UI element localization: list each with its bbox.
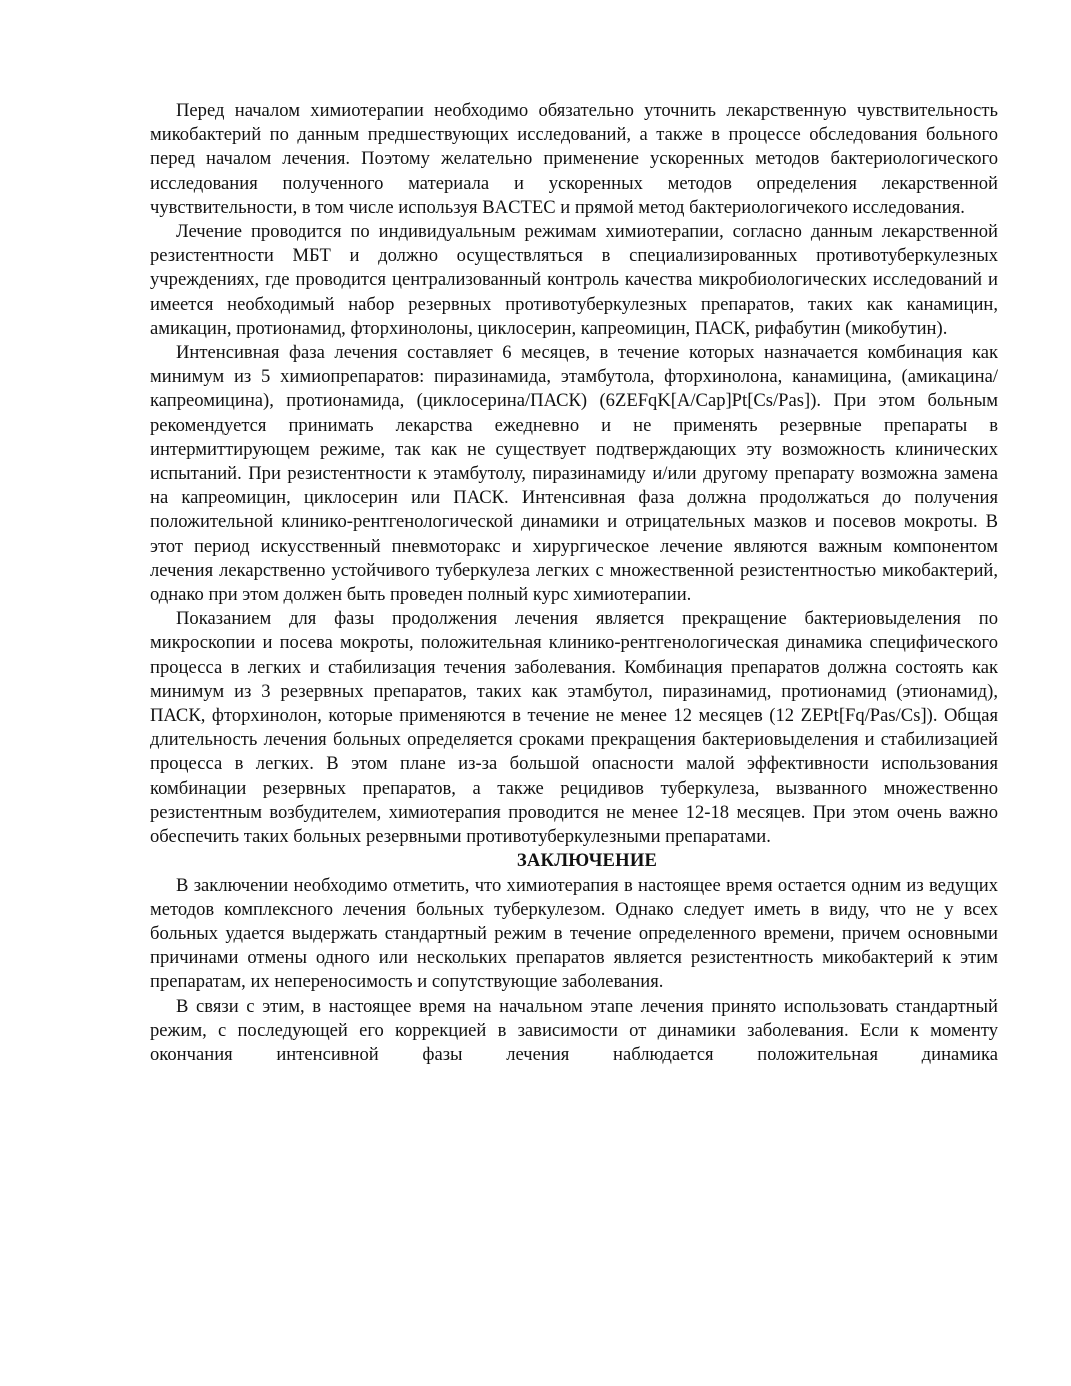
- paragraph: Интенсивная фаза лечения составляет 6 месяцев, в течение которых назначается комбинация как минимум из 5 химиопрепаратов: пиразинамида, этамбутола, фторхинолона, канамицина, (амикацина/капреомицина), протионамида, (циклосерина/ПАСК) (6ZEFqK[A/Cap]Pt[Cs/Pas]). При этом больным рекомендуется принимать лекарства ежедневно и не применять резервные препараты в интермиттирующем режиме, так как не существует подтверждающих эту возможность клинических испытаний. При резистентности к этамбутолу, пиразинамиду и/или другому препарату возможна замена на капреомицин, циклосерин или ПАСК. Интенсивная фаза должна продолжаться до получения положительной клинико-рентгенологической динамики и отрицательных мазков и посевов мокроты. В этот период искусственный пневмоторакс и хирургическое лечение являются важным компонентом лечения лекарственно устойчивого туберкулеза легких с множественной резистентностью микобактерий, однако при этом должен быть проведен полный курс химиотерапии.: [150, 342, 998, 606]
- paragraph: В заключении необходимо отметить, что химиотерапия в настоящее время остается одним из ведущих методов комплексного лечения больных туберкулезом. Однако следует иметь в виду, что не у всех больных удается выдержать стандартный режим в течение определенного времени, причем основными причинами отмены одного или нескольких препаратов является резистентность микобактерий к этим препаратам, их непереносимость и сопутствующие заболевания.: [150, 874, 998, 993]
- paragraph: Показанием для фазы продолжения лечения является прекращение бактериовыделения по микроскопии и посева мокроты, положительная клинико-рентгенологическая динамика специфического процесса в легких и стабилизация течения заболевания. Комбинация препаратов должна состоять как минимум из 3 резервных препаратов, таких как этамбутол, пиразинамид, протионамид (этионамид), ПАСК, фторхинолон, которые применяются в течение не менее 12 месяцев (12 ZEPt[Fq/Pas/Cs]). Общая длительность лечения больных определяется сроками прекращения бактериовыделения и стабилизацией процесса в легких. В этом плане из-за большой опасности малой эффективности использования комбинации резервных препаратов, а также рецидивов туберкулеза, вызванного множественно резистентным возбудителем, химиотерапия проводится не менее 12-18 месяцев. При этом очень важно обеспечить таких больных резервными противотуберкулезными препаратами.: [150, 608, 998, 848]
- document-page: [150, 99, 998, 1067]
- paragraph: В связи с этим, в настоящее время на начальном этапе лечения принято использовать стандартный режим, с последующей его коррекцией в зависимости от динамики заболевания. Если к моменту окончания интенсивной фазы лечения наблюдается положительная динамика: [150, 995, 998, 1065]
- section-heading: ЗАКЛЮЧЕНИЕ: [516, 850, 658, 872]
- paragraph: Лечение проводится по индивидуальным режимам химиотерапии, согласно данным лекарственной резистентности МБТ и должно осуществляться в специализированных противотуберкулезных учреждениях, где проводится централизованный контроль качества микробиологических исследований и имеется необходимый набор резервных противотуберкулезных препаратов, таких как канамицин, амикацин, протионамид, фторхинолоны, циклосерин, капреомицин, ПАСК, рифабутин (микобутин).: [150, 221, 998, 339]
- paragraph: Перед началом химиотерапии необходимо обязательно уточнить лекарственную чувствительность микобактерий по данным предшествующих исследований, а также в процессе обследования больного перед началом лечения. Поэтому желательно применение ускоренных методов бактериологического исследования полученного материала и ускоренных методов определения лекарственной чувствительности, в том числе используя BACTEC и прямой метод бактериологичекого исследования.: [150, 100, 998, 218]
